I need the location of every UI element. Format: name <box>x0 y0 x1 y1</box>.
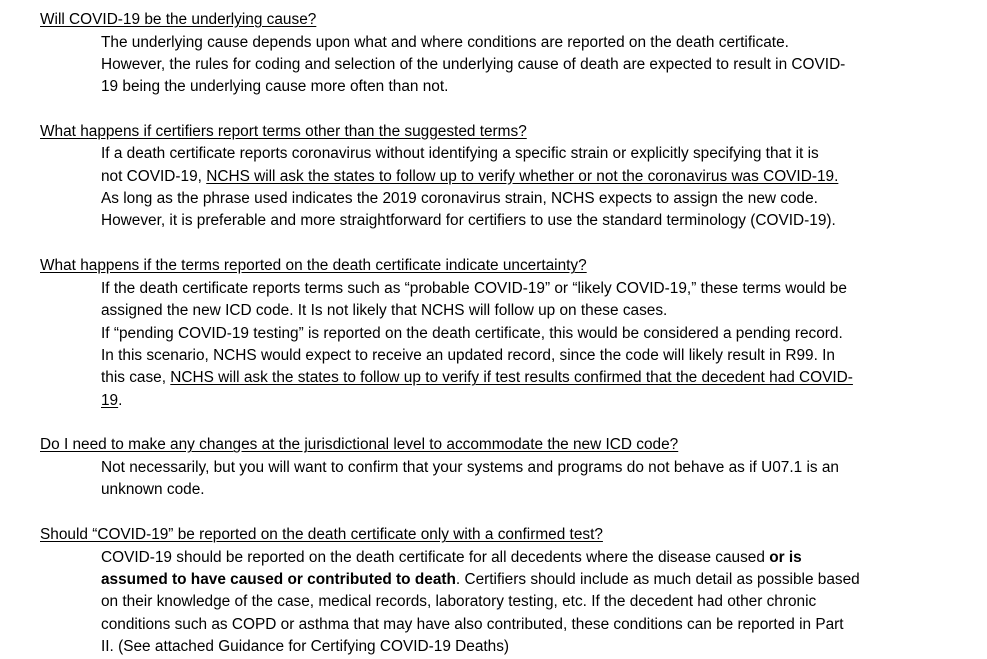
faq-answer-line <box>101 210 836 232</box>
faq-answer-line <box>101 547 802 569</box>
answer-text: on their knowledge of the case, medical records, laboratory testing, etc. If the decedent had other chronic <box>101 593 817 611</box>
answer-text: conditions such as COPD or asthma that may have also contributed, these conditions can be reported in Part <box>101 615 844 633</box>
answer-text: . <box>118 391 123 409</box>
faq-answer-line <box>101 278 847 300</box>
answer-underlined-text: NCHS will ask the states to follow up to verify if test results confirmed that the decedent had COVID- <box>170 369 853 387</box>
faq-answer-line <box>101 569 860 591</box>
answer-text: The underlying cause depends upon what and where conditions are reported on the death certificate. <box>101 33 789 51</box>
answer-text: Not necessarily, but you will want to confirm that your systems and programs do not behave as if U07.1 is an <box>101 458 839 476</box>
answer-text: this case, <box>101 369 171 387</box>
answer-bold-text: assumed to have caused or contributed to death <box>101 571 456 588</box>
answer-text: II. (See attached Guidance for Certifying COVID-19 Deaths) <box>101 638 510 656</box>
faq-answer-line <box>101 143 819 165</box>
answer-underlined-text: 19 <box>101 391 119 409</box>
answer-text: If “pending COVID-19 testing” is reported on the death certificate, this would be considered a pending record. <box>101 324 843 342</box>
faq-answer-line <box>101 166 838 188</box>
faq-answer-line <box>101 188 818 210</box>
faq-answer-line <box>101 636 509 658</box>
faq-answer-line <box>101 390 122 412</box>
faq-answer-line <box>101 76 448 98</box>
answer-underlined-text: NCHS will ask the states to follow up to verify whether or not the coronavirus was COVID-19. <box>206 167 839 185</box>
faq-answer-line <box>101 457 839 479</box>
faq-answer-line <box>101 300 667 322</box>
answer-text: In this scenario, NCHS would expect to receive an updated record, since the code will likely result in R99. In <box>101 347 835 364</box>
faq-answer-line <box>101 32 789 54</box>
answer-text: COVID-19 should be reported on the death certificate for all decedents where the disease caused <box>101 548 770 566</box>
faq-answer-line <box>101 591 816 613</box>
answer-text: As long as the phrase used indicates the 2019 coronavirus strain, NCHS expects to assign the new code. <box>101 190 818 207</box>
faq-answer-line <box>101 54 845 76</box>
answer-text: However, the rules for coding and selection of the underlying cause of death are expected to result in COVID- <box>101 55 846 73</box>
answer-text: However, it is preferable and more straightforward for certifiers to use the standard terminology (COVID-19). <box>101 212 836 230</box>
faq-answer-line <box>101 367 853 389</box>
faq-answer-line <box>101 323 843 345</box>
answer-text: 19 being the underlying cause more often than not. <box>101 78 449 96</box>
faq-question-5: Should “COVID-19” be reported on the death certificate only with a confirmed test? <box>40 526 603 544</box>
faq-question-2: What happens if certifiers report terms other than the suggested terms? <box>40 122 527 140</box>
faq-answer-line <box>101 479 205 501</box>
faq-question-1: Will COVID-19 be the underlying cause? <box>40 11 317 28</box>
answer-text: assigned the new ICD code. It Is not likely that NCHS will follow up on these cases. <box>101 302 668 320</box>
faq-question-4: Do I need to make any changes at the jurisdictional level to accommodate the new ICD code? <box>40 436 679 454</box>
answer-text: If a death certificate reports coronavirus without identifying a specific strain or explicitly specifying that it is <box>101 145 819 163</box>
answer-text: . Certifiers should include as much detail as possible based <box>455 571 860 588</box>
answer-text: not COVID-19, <box>101 167 207 185</box>
faq-question-3: What happens if the terms reported on the death certificate indicate uncertainty? <box>40 257 587 275</box>
answer-text: unknown code. <box>101 481 205 499</box>
answer-text: If the death certificate reports terms such as “probable COVID-19” or “likely COVID-19,” these terms would be <box>101 279 847 297</box>
answer-bold-text: or is <box>769 548 802 566</box>
faq-answer-line <box>101 345 835 367</box>
faq-answer-line <box>101 614 844 636</box>
